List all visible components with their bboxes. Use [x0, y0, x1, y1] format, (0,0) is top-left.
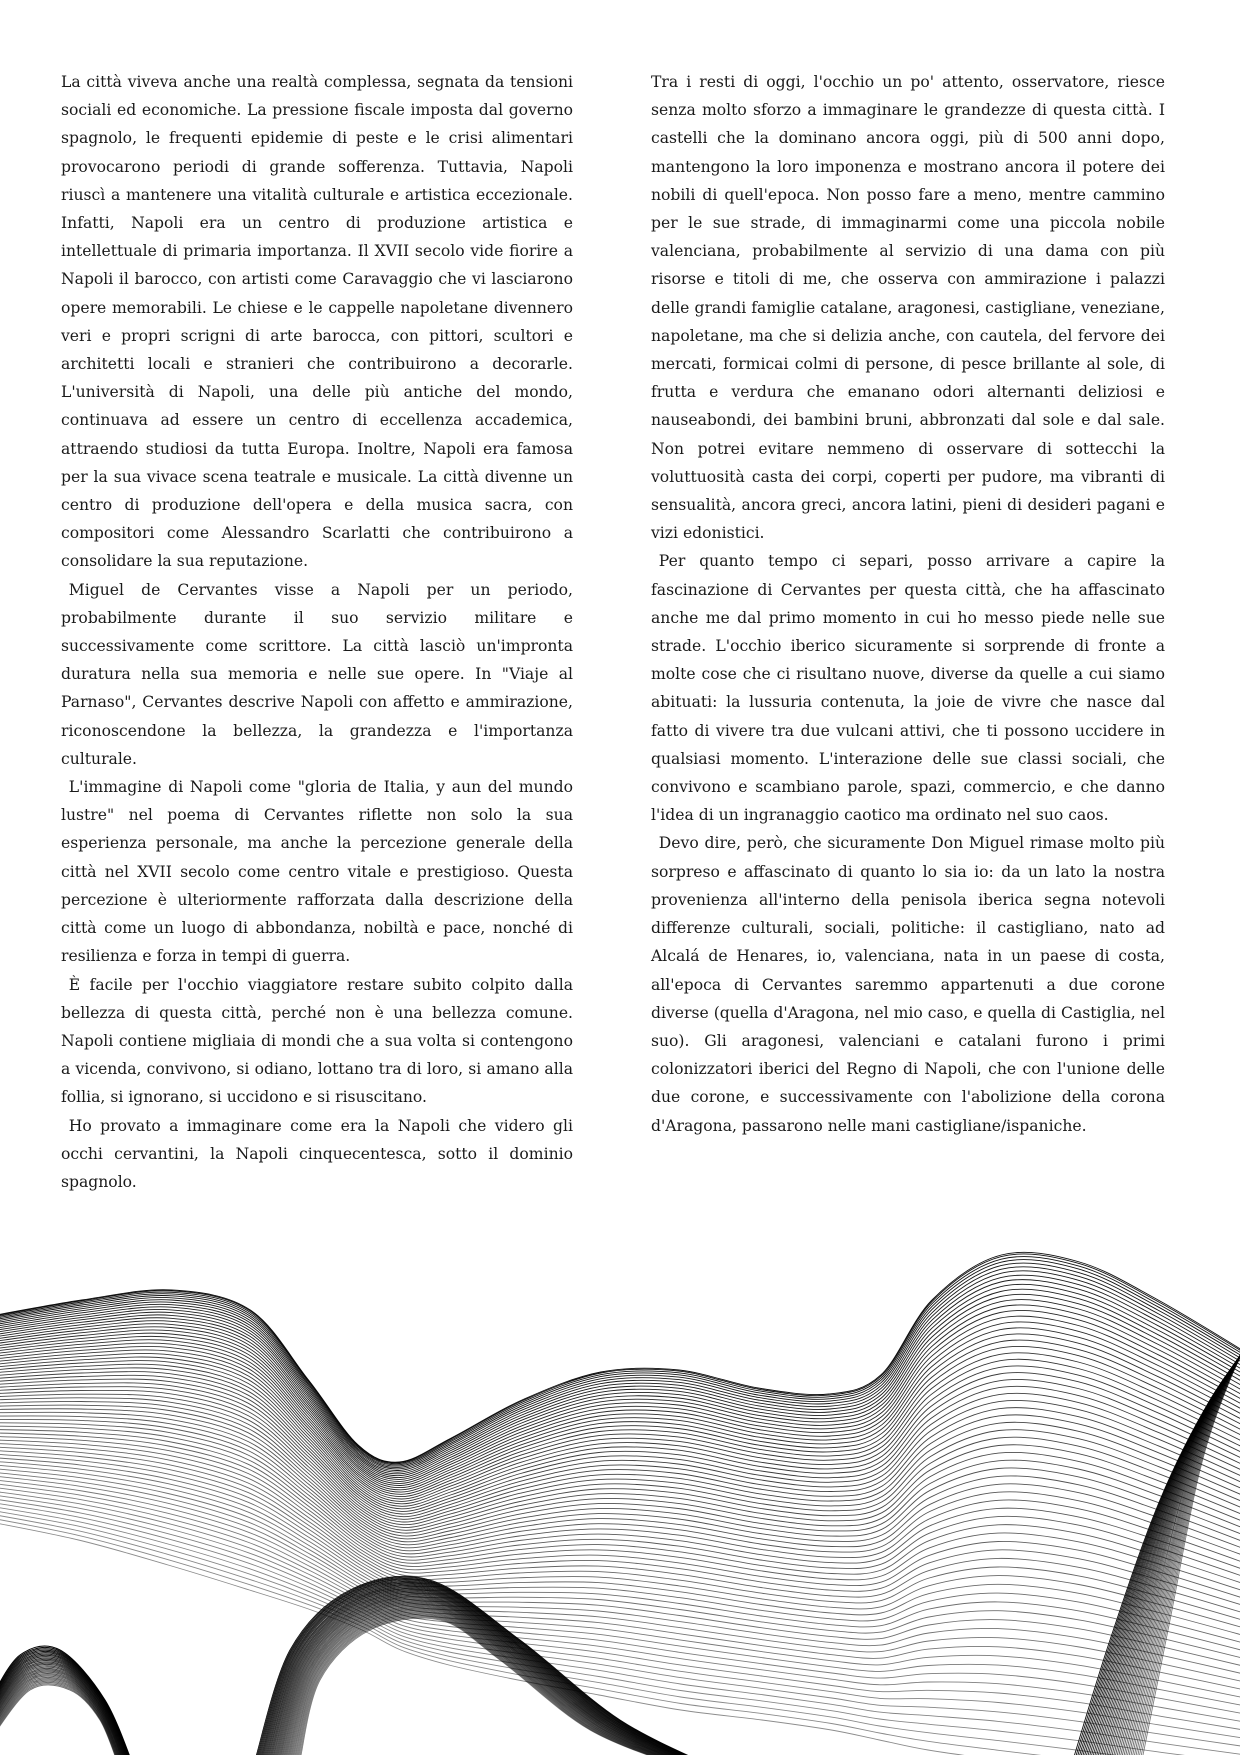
wave-line: [294, 1612, 694, 1755]
paragraph: La città viveva anche una realtà complessa, segnata da tensioni sociali ed economiche. La pressione fiscale imposta dal governo spagnolo, le frequenti epidemie di peste e le crisi alimentari provocarono periodi di grande sofferenza. Tuttavia, Napoli riuscì a mantenere una vitalità culturale e artistica eccezionale. Infatti, Napoli era un centro di produzione artistica e intellettuale di primaria importanza. Il XVII secolo vide fiorire a Napoli il barocco, con artisti come Caravaggio che vi lasciarono opere memorabili. Le chiese e le cappelle napoletane divennero veri e propri scrigni di arte barocca, con pittori, scultori e architetti locali e stranieri che contribuirono a decorarle. L'università di Napoli, una delle più antiche del mondo, continuava ad essere un centro di eccellenza accademica, attraendo studiosi da tutta Europa. Inoltre, Napoli era famosa per la sua vivace scena teatrale e musicale. La città divenne un centro di produzione dell'opera e della musica sacra, con compositori come Alessandro Scarlatti che contribuirono a consolidare la sua reputazione.: [61, 73, 573, 571]
wave-line: [282, 1601, 702, 1755]
wave-line: [0, 1478, 1240, 1701]
wave-line: [1107, 1325, 1240, 1755]
wave-line: [0, 1387, 1240, 1531]
wave-line: [1140, 1320, 1240, 1755]
wave-line: [259, 1580, 717, 1755]
wave-line: [1116, 1324, 1240, 1755]
wave-line: [0, 1328, 1240, 1490]
wave-line: [0, 1294, 1240, 1477]
wave-line: [1124, 1322, 1240, 1755]
wave-arch-ribbon: [255, 1576, 720, 1755]
wave-line: [1084, 1328, 1240, 1755]
wave-line: [287, 1606, 699, 1755]
wave-line: [272, 1592, 709, 1755]
wave-line: [298, 1616, 691, 1755]
wave-line: [0, 1680, 122, 1755]
wave-line: [0, 1651, 133, 1755]
wave-line: [0, 1416, 1240, 1569]
wave-line: [1088, 1328, 1240, 1755]
wave-line: [0, 1401, 1240, 1541]
wave-line: [257, 1578, 719, 1755]
wave-line: [258, 1579, 718, 1755]
wave-line: [1137, 1321, 1240, 1755]
wave-line: [0, 1390, 1240, 1533]
wave-corner-right-ribbon: [1070, 1320, 1240, 1755]
wave-line: [0, 1353, 1240, 1506]
wave-line: [0, 1252, 1240, 1462]
wave-line: [0, 1646, 135, 1755]
wave-line: [0, 1439, 1240, 1618]
wave-line: [0, 1655, 132, 1755]
wave-line: [286, 1605, 699, 1755]
wave-line: [0, 1668, 127, 1755]
wave-line: [1096, 1326, 1240, 1755]
wave-line: [281, 1600, 703, 1755]
wave-line: [0, 1679, 123, 1755]
wave-line: [0, 1379, 1240, 1525]
wave-line: [0, 1505, 1240, 1755]
wave-line: [1081, 1329, 1240, 1755]
wave-line: [1126, 1322, 1240, 1755]
wave-line: [0, 1671, 126, 1755]
wave-line: [0, 1654, 132, 1755]
wave-line: [1130, 1322, 1240, 1755]
wave-line: [269, 1589, 711, 1755]
wave-line: [0, 1405, 1240, 1548]
wave-line: [288, 1607, 698, 1755]
wave-line: [0, 1482, 1240, 1709]
wave-line: [266, 1587, 713, 1755]
wave-line: [0, 1368, 1240, 1517]
wave-line: [0, 1333, 1240, 1492]
wave-line: [0, 1475, 1240, 1694]
wave-line: [0, 1661, 130, 1755]
wave-line: [0, 1685, 120, 1755]
wave-line: [0, 1343, 1240, 1499]
wave-line: [0, 1670, 126, 1755]
wave-line: [0, 1419, 1240, 1575]
wave-line: [1098, 1326, 1240, 1755]
wave-line: [274, 1594, 707, 1755]
wave-line: [290, 1609, 697, 1755]
wave-line: [299, 1617, 691, 1755]
wave-line: [0, 1254, 1240, 1463]
wave-line: [256, 1577, 719, 1755]
wave-line: [0, 1647, 135, 1755]
wave-line: [0, 1426, 1240, 1590]
wave-line: [1079, 1329, 1240, 1755]
wave-line: [0, 1450, 1240, 1641]
right-column: [651, 68, 1165, 1140]
wave-line: [0, 1658, 131, 1755]
wave-line: [1102, 1326, 1240, 1755]
wave-line: [0, 1429, 1240, 1597]
wave-line: [0, 1267, 1240, 1468]
wave-line: [0, 1412, 1240, 1562]
wave-line: [1117, 1323, 1240, 1755]
wave-line: [1089, 1327, 1240, 1755]
wave-line: [1075, 1329, 1240, 1755]
wave-line: [0, 1257, 1240, 1464]
wave-line: [276, 1596, 706, 1755]
wave-line: [0, 1453, 1240, 1648]
wave-line: [0, 1443, 1240, 1626]
wave-line: [283, 1602, 701, 1755]
wave-line: [0, 1667, 127, 1755]
wave-line: [0, 1394, 1240, 1536]
wave-line: [0, 1305, 1240, 1482]
wave-main-ribbon: [0, 1252, 1240, 1755]
wave-line: [1103, 1325, 1240, 1755]
wave-line: [275, 1595, 707, 1755]
wave-line: [0, 1675, 124, 1755]
wave-line: [267, 1587, 712, 1755]
wave-line: [0, 1336, 1240, 1494]
wave-line: [1133, 1321, 1240, 1755]
wave-line: [0, 1464, 1240, 1671]
wave-line: [0, 1433, 1240, 1604]
wave-line: [0, 1275, 1240, 1470]
wave-line: [0, 1666, 128, 1755]
paragraph: Devo dire, però, che sicuramente Don Miguel rimase molto più sorpreso e affascinato di quanto lo sia io: da un lato la nostra provenienza all'interno della penisola iberica segna notevoli differenze culturali, sociali, politiche: il castigliano, nato ad Alcalá de Henares, io, valenciana, nata in un paese di costa, all'epoca di Cervantes saremmo appartenuti a due corone diverse (quella d'Aragona, nel mio caso, e quella di Castiglia, nel suo). Gli aragonesi, valenciani e catalani furono i primi colonizzatori iberici del Regno di Napoli, che con l'unione delle due corone, e successivamente con l'abolizione della corona d'Aragona, passarono nelle mani castigliane/ispaniche.: [651, 834, 1165, 1135]
wave-line: [0, 1446, 1240, 1633]
wave-line: [0, 1676, 124, 1755]
wave-line: [1121, 1323, 1240, 1755]
wave-line: [285, 1604, 700, 1755]
wave-line: [0, 1672, 125, 1755]
wave-line: [1072, 1330, 1240, 1755]
wave-line: [1112, 1324, 1240, 1755]
wave-line: [1109, 1325, 1240, 1755]
wave-line: [0, 1677, 123, 1755]
wave-line: [300, 1618, 690, 1755]
wave-line: [291, 1610, 696, 1755]
wave-line: [0, 1657, 131, 1755]
wave-line: [0, 1271, 1240, 1469]
wave-line: [261, 1582, 716, 1755]
paragraph: Ho provato a immaginare come era la Napoli che videro gli occhi cervantini, la Napoli cinquecentesca, sotto il dominio spagnolo.: [61, 1116, 573, 1191]
wave-line: [0, 1280, 1240, 1473]
wave-line: [0, 1423, 1240, 1583]
left-column: [61, 68, 573, 1196]
wave-line: [0, 1664, 128, 1755]
paragraph: È facile per l'occhio viaggiatore restare subito colpito dalla bellezza di questa città, perché non è una bellezza comune. Napoli contiene migliaia di mondi che a sua volta si contengono a vicenda, convivono, si odiano, lottano tra di loro, si amano alla follia, si ignorano, si uccidono e si risuscitano.: [61, 975, 573, 1107]
wave-line: [0, 1471, 1240, 1686]
wave-line: [0, 1684, 121, 1755]
wave-line: [0, 1490, 1240, 1726]
wave-line: [1074, 1330, 1240, 1755]
wave-line: [1131, 1321, 1240, 1755]
wave-line: [1093, 1327, 1240, 1755]
wave-line: [0, 1375, 1240, 1522]
wave-line: [1135, 1321, 1240, 1755]
wave-line: [1138, 1320, 1240, 1755]
wave-corner-left-ribbon: [0, 1646, 135, 1755]
wave-line: [279, 1599, 704, 1755]
wave-line: [0, 1681, 122, 1755]
wave-line: [0, 1310, 1240, 1483]
wave-line: [262, 1583, 715, 1755]
wave-line: [1086, 1328, 1240, 1755]
wave-line: [273, 1593, 708, 1755]
wave-line: [278, 1598, 705, 1755]
wave-line: [296, 1614, 693, 1755]
wave-line: [0, 1436, 1240, 1611]
wave-line: [0, 1364, 1240, 1514]
wave-line: [0, 1300, 1240, 1480]
wave-line: [277, 1597, 705, 1755]
wave-line: [0, 1346, 1240, 1501]
wave-line: [265, 1586, 713, 1755]
wave-line: [0, 1520, 1240, 1755]
wave-line: [271, 1591, 709, 1755]
wave-line: [268, 1588, 711, 1755]
wave-line: [260, 1581, 717, 1755]
wave-line: [255, 1576, 720, 1755]
wave-line: [0, 1357, 1240, 1509]
wave-line: [0, 1383, 1240, 1528]
wave-line: [293, 1612, 695, 1755]
wave-line: [0, 1486, 1240, 1717]
wave-line: [1123, 1323, 1240, 1755]
paragraph: Miguel de Cervantes visse a Napoli per un periodo, probabilmente durante il suo servizio militare e successivamente come scrittore. La città lasciò un'impronta duratura nella sua memoria e nelle sue opere. In "Viaje al Parnaso", Cervantes descrive Napoli con affetto e ammirazione, riconoscendone la bellezza, la grandezza e l'importanza culturale.: [61, 580, 573, 768]
wave-line: [0, 1673, 125, 1755]
wave-line: [0, 1372, 1240, 1520]
wave-line: [0, 1497, 1240, 1741]
wave-line: [280, 1599, 703, 1755]
wave-line: [0, 1457, 1240, 1656]
wave-line: [0, 1659, 130, 1755]
paragraph: Tra i resti di oggi, l'occhio un po' attento, osservatore, riesce senza molto sforzo a immaginare le grandezze di questa città. I castelli che la dominano ancora oggi, più di 500 anni dopo, mantengono la loro imponenza e mostrano ancora il potere dei nobili di quell'epoca. Non posso fare a meno, mentre cammino per le sue strade, di immaginarmi come una piccola nobile valenciana, probabilmente al servizio di una dama con più risorse e titoli di me, che osserva con ammirazione i palazzi delle grandi famiglie catalane, aragonesi, castigliane, veneziane, napoletane, ma che si delizia anche, con cautela, del fervore dei mercati, formicai colmi di persone, di pesce brillante al sole, di frutta e verdura che emanano odori alternanti deliziosi e nauseabondi, dei bambini bruni, abbronzati dal sole e dal sale. Non potrei evitare nemmeno di osservare di sottecchi la voluttuosità casta dei corpi, coperti per pudore, ma vibranti di sensualità, ancora greci, ancora latini, pieni di desideri pagani e vizi edonistici.: [651, 73, 1165, 543]
wave-line: [264, 1585, 714, 1755]
wave-line: [0, 1653, 133, 1755]
wave-line: [1128, 1322, 1240, 1755]
wave-line: [295, 1613, 693, 1755]
wave-line: [0, 1361, 1240, 1512]
wave-line: [1095, 1327, 1240, 1755]
wave-line: [0, 1516, 1240, 1755]
wave-line: [270, 1590, 710, 1755]
wave-line: [1114, 1324, 1240, 1755]
wave-line: [1070, 1330, 1240, 1755]
wave-line: [0, 1398, 1240, 1539]
wave-line: [0, 1501, 1240, 1749]
wave-line: [0, 1468, 1240, 1679]
wave-line: [1119, 1323, 1240, 1755]
wave-line: [0, 1284, 1240, 1474]
wave-line: [1091, 1327, 1240, 1755]
wave-line: [1100, 1326, 1240, 1755]
wave-line: [289, 1608, 697, 1755]
wave-line: [0, 1322, 1240, 1488]
wave-line: [0, 1512, 1240, 1755]
wave-line: [0, 1650, 134, 1755]
wave-line: [0, 1260, 1240, 1465]
wave-line: [0, 1649, 134, 1755]
wave-line: [0, 1493, 1240, 1733]
wave-line: [0, 1663, 129, 1755]
wave-line: [0, 1682, 121, 1755]
wave-line: [1077, 1329, 1240, 1755]
wave-line: [1082, 1328, 1240, 1755]
wave-line: [1105, 1325, 1240, 1755]
wave-line: [0, 1662, 129, 1755]
wave-line: [0, 1316, 1240, 1485]
wave-line: [0, 1289, 1240, 1475]
wave-line: [292, 1611, 695, 1755]
wave-line: [0, 1409, 1240, 1555]
paragraph: Per quanto tempo ci separi, posso arrivare a capire la fascinazione di Cervantes per questa città, che ha affascinato anche me dal primo momento in cui ho messo piede nelle sue strade. L'occhio iberico sicuramente si sorprende di fronte a molte cose che ci risultano nuove, diverse da quelle a cui siamo abituati: la lussuria contenuta, la joie de vivre che nasce dal fatto di vivere tra due vulcani attivi, che ti possono uccidere in qualsiasi momento. L'interazione delle sue classi sociali, che convivono e scambiano parole, spazi, commercio, e che danno l'idea di un ingranaggio caotico ma ordinato nel suo caos.: [651, 552, 1165, 825]
wave-line: [0, 1350, 1240, 1504]
wave-line: [1110, 1324, 1240, 1755]
wave-line: [284, 1603, 701, 1755]
wave-line: [0, 1263, 1240, 1466]
wave-line: [0, 1508, 1240, 1755]
paragraph: L'immagine di Napoli come "gloria de Italia, y aun del mundo lustre" nel poema di Cervantes riflette non solo la sua esperienza personale, ma anche la percezione generale della città nel XVII secolo come centro vitale e prestigioso. Questa percezione è ulteriormente rafforzata dalla descrizione della città come un luogo di abbondanza, nobiltà e pace, nonché di resilienza e forza in tempi di guerra.: [61, 778, 573, 966]
wave-line: [0, 1460, 1240, 1663]
wave-line: [0, 1340, 1240, 1497]
wave-line: [297, 1615, 692, 1755]
wave-line: [263, 1584, 715, 1755]
